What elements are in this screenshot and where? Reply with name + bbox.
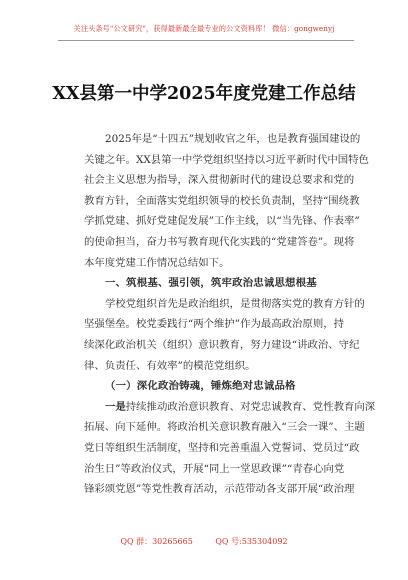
subsection-lead-rest: 持续推动政治意识教育、对党忠诚教育、党性教育向深 — [125, 400, 376, 413]
subsection-line — [84, 397, 376, 418]
header-divider — [58, 40, 354, 41]
subsection-line: 治生日”等政治仪式，开展“同上一堂思政课”“青春心向党 — [84, 462, 345, 475]
subsection-line: 拓展、向下延伸。将政治机关意识教育融入“三会一课”、主题 — [84, 421, 365, 434]
section-line: 学校党组织首先是政治组织，是贯彻落实党的教育方针的 — [105, 297, 365, 310]
subsection-lead: 一是 — [105, 400, 126, 413]
intro-line: 的使命担当，奋力书写教育现代化实践的“党建答卷”。现将 — [84, 235, 355, 248]
intro-line: 关键之年。XX县第一中学党组织坚持以习近平新时代中国特色 — [84, 153, 369, 166]
subsection-line: 党日等组织生活制度，坚持和完善重温入党誓词、党员过“政 — [84, 441, 360, 454]
document-body — [84, 129, 376, 500]
document-title: XX县第一中学2025年度党建工作总结 — [52, 84, 356, 104]
intro-line: 2025年是“十四五”规划收官之年，也是教育强国建设的 — [105, 133, 361, 145]
subsection-heading: （一）深化政治铸魂，锤炼绝对忠诚品格 — [105, 380, 296, 393]
section-line: 律、负责任、有效率”的模范党组织。 — [84, 359, 256, 372]
intro-line: 学抓党建、抓好党建促发展”工作主线，以“当先锋、作表率” — [84, 215, 360, 228]
intro-line: 本年度党建工作情况总结如下。 — [84, 256, 230, 269]
section-heading: 一、筑根基、强引领，筑牢政治忠诚思想根基 — [105, 277, 317, 290]
footer-qq-group: QQ 群：30265665 — [120, 537, 193, 546]
footer-qq-number: QQ 号:535304092 — [215, 537, 288, 546]
intro-line: 教育方针，全面落实党组织领导的校长负责制，坚持“围绕教 — [84, 194, 360, 207]
intro-line: 社会主义思想为指导，深入贯彻新时代的建设总要求和党的 — [84, 174, 355, 187]
footer-contact — [0, 536, 408, 547]
header-banner: 关注头条号"公文研究"，获得最新最全最专业的公文资料库！ 微信：gongwenyj — [73, 24, 335, 33]
section-line: 坚强堡垒。校党委践行“两个维护”作为最高政治原则，持 — [84, 318, 344, 331]
section-line: 续深化政治机关（组织）意识教育，努力建设“讲政治、守纪 — [84, 338, 360, 351]
subsection-line: 锋彩颂党恩”等党性教育活动，示范带动各支部开展“政治理 — [84, 483, 355, 496]
